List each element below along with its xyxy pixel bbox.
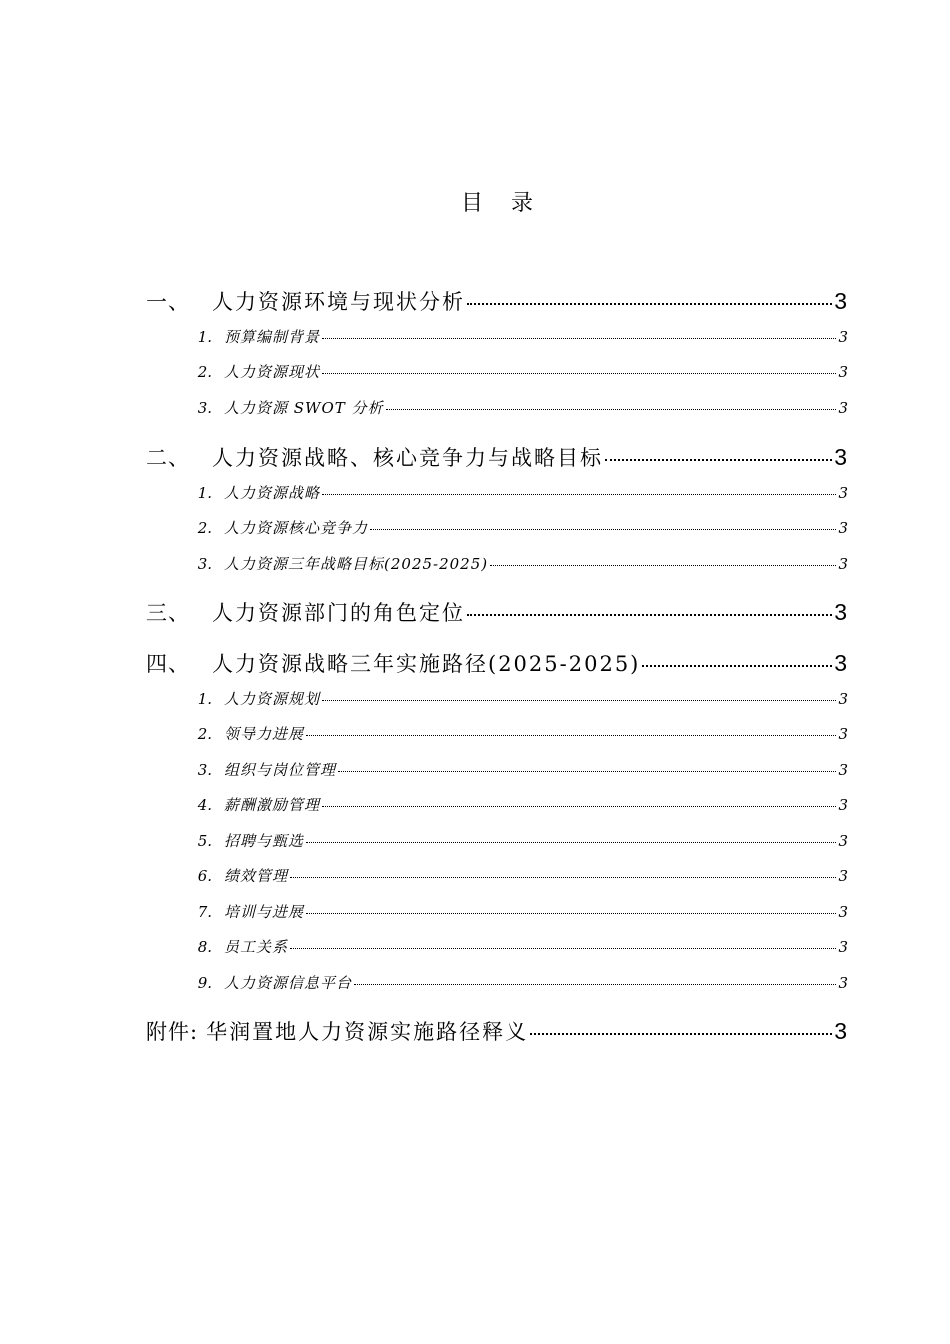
dot-leader bbox=[490, 565, 836, 566]
toc-entry-page: 3 bbox=[838, 399, 848, 417]
dot-leader bbox=[322, 494, 836, 495]
dot-leader bbox=[306, 842, 836, 843]
toc-entry-page: 3 bbox=[838, 555, 848, 573]
toc-entry-text: 人力资源信息平台 bbox=[224, 974, 353, 992]
toc-entry-page: 3 bbox=[838, 867, 848, 885]
toc-entry-number: 一、 bbox=[146, 290, 190, 314]
toc-entry-page: 3 bbox=[838, 484, 848, 502]
dot-leader bbox=[370, 529, 836, 530]
toc-entry-text: 人力资源战略、核心竞争力与战略目标 bbox=[212, 446, 603, 470]
toc-title-right: 录 bbox=[511, 191, 534, 216]
toc-title-left: 目 bbox=[460, 191, 483, 216]
dot-leader bbox=[306, 735, 836, 736]
dot-leader bbox=[354, 984, 836, 985]
toc-entry-number: 5. bbox=[197, 832, 212, 850]
toc-entry-page: 3 bbox=[834, 650, 848, 676]
toc-entry-text: 人力资源现状 bbox=[224, 363, 321, 381]
toc-entry-page: 3 bbox=[834, 599, 848, 625]
toc-entry-page: 3 bbox=[834, 1018, 848, 1044]
toc-entry-text: 招聘与甄选 bbox=[224, 832, 305, 850]
toc-subentry-4-4[interactable] bbox=[146, 794, 848, 815]
toc-entry-text: 人力资源部门的角色定位 bbox=[212, 601, 465, 625]
toc-entry-number: 四、 bbox=[146, 652, 190, 676]
toc-entry-number: 二、 bbox=[146, 446, 190, 470]
dot-leader bbox=[322, 338, 836, 339]
toc-entry-number: 6. bbox=[197, 867, 212, 885]
toc-entry-number: 1. bbox=[197, 484, 212, 502]
toc-subentry-1-1[interactable] bbox=[146, 326, 848, 347]
dot-leader bbox=[642, 665, 832, 667]
toc-entry-text: 人力资源环境与现状分析 bbox=[212, 290, 465, 314]
toc-entry-page: 3 bbox=[838, 761, 848, 779]
toc-entry-page: 3 bbox=[838, 519, 848, 537]
toc-subentry-2-1[interactable] bbox=[146, 482, 848, 503]
toc-entry-number: 3. bbox=[197, 399, 212, 417]
toc-entry-1[interactable] bbox=[146, 286, 848, 316]
toc-subentry-4-6[interactable] bbox=[146, 865, 848, 886]
toc-entry-text: 人力资源战略三年实施路径(2025-2025) bbox=[212, 652, 641, 676]
toc-subentry-4-7[interactable] bbox=[146, 901, 848, 922]
toc-entry-page: 3 bbox=[834, 444, 848, 470]
dot-leader bbox=[605, 459, 832, 461]
toc-entry-text: 绩效管理 bbox=[224, 867, 289, 885]
dot-leader bbox=[322, 806, 836, 807]
toc-subentry-1-3[interactable] bbox=[146, 397, 848, 418]
toc-entry-page: 3 bbox=[838, 363, 848, 381]
toc-entry-page: 3 bbox=[834, 288, 848, 314]
toc-entry-page: 3 bbox=[838, 974, 848, 992]
toc-entry-number: 1. bbox=[197, 690, 212, 708]
toc-subentry-4-8[interactable] bbox=[146, 936, 848, 957]
toc-entry-number: 2. bbox=[197, 725, 212, 743]
toc-entry-text: 培训与进展 bbox=[224, 903, 305, 921]
toc-subentry-4-3[interactable] bbox=[146, 759, 848, 780]
toc-subentry-4-5[interactable] bbox=[146, 830, 848, 851]
toc-entry-page: 3 bbox=[838, 903, 848, 921]
toc-entry-number: 三、 bbox=[146, 601, 190, 625]
toc-entry-4[interactable] bbox=[146, 648, 848, 678]
toc-entry-text: 人力资源 SWOT 分析 bbox=[224, 399, 384, 417]
toc-entry-number: 9. bbox=[197, 974, 212, 992]
toc-entry-text: 人力资源战略 bbox=[224, 484, 321, 502]
dot-leader bbox=[467, 614, 832, 616]
toc-entry-text: 华润置地人力资源实施路径释义 bbox=[206, 1020, 529, 1044]
toc-entry-text: 领导力进展 bbox=[224, 725, 305, 743]
toc-subentry-4-2[interactable] bbox=[146, 723, 848, 744]
dot-leader bbox=[386, 409, 837, 410]
dot-leader bbox=[338, 771, 836, 772]
dot-leader bbox=[290, 948, 836, 949]
toc-subentry-1-2[interactable] bbox=[146, 361, 848, 382]
toc-entry-text: 预算编制背景 bbox=[224, 328, 321, 346]
toc-entry-number: 附件: bbox=[146, 1020, 199, 1044]
dot-leader bbox=[322, 700, 836, 701]
toc-subentry-4-9[interactable] bbox=[146, 972, 848, 993]
toc-entry-page: 3 bbox=[838, 328, 848, 346]
dot-leader bbox=[290, 877, 836, 878]
toc-entry-text: 人力资源三年战略目标(2025-2025) bbox=[224, 555, 489, 573]
toc-entry-number: 7. bbox=[197, 903, 212, 921]
toc-entry-number: 2. bbox=[197, 519, 212, 537]
toc-entry-2[interactable] bbox=[146, 442, 848, 472]
toc-entry-text: 人力资源核心竞争力 bbox=[224, 519, 369, 537]
toc-entry-page: 3 bbox=[838, 796, 848, 814]
toc-entry-number: 1. bbox=[197, 328, 212, 346]
toc-subentry-2-2[interactable] bbox=[146, 517, 848, 538]
toc-entry-number: 3. bbox=[197, 761, 212, 779]
toc-entry-number: 3. bbox=[197, 555, 212, 573]
dot-leader bbox=[467, 303, 832, 305]
toc-title bbox=[0, 186, 950, 217]
toc-entry-number: 8. bbox=[197, 938, 212, 956]
toc-entry-number: 2. bbox=[197, 363, 212, 381]
toc-subentry-4-1[interactable] bbox=[146, 688, 848, 709]
toc-entry-text: 人力资源规划 bbox=[224, 690, 321, 708]
toc-subentry-2-3[interactable] bbox=[146, 553, 848, 574]
dot-leader bbox=[530, 1033, 832, 1035]
toc-entry-text: 员工关系 bbox=[224, 938, 289, 956]
toc-entry-number: 4. bbox=[197, 796, 212, 814]
toc-entry-text: 组织与岗位管理 bbox=[224, 761, 337, 779]
toc-entry-page: 3 bbox=[838, 725, 848, 743]
toc-entry-appendix[interactable] bbox=[146, 1016, 848, 1046]
toc-entry-3[interactable] bbox=[146, 597, 848, 627]
dot-leader bbox=[322, 373, 836, 374]
dot-leader bbox=[306, 913, 836, 914]
toc-entry-page: 3 bbox=[838, 690, 848, 708]
toc-entry-text: 薪酬激励管理 bbox=[224, 796, 321, 814]
toc-entry-page: 3 bbox=[838, 832, 848, 850]
toc-entry-page: 3 bbox=[838, 938, 848, 956]
